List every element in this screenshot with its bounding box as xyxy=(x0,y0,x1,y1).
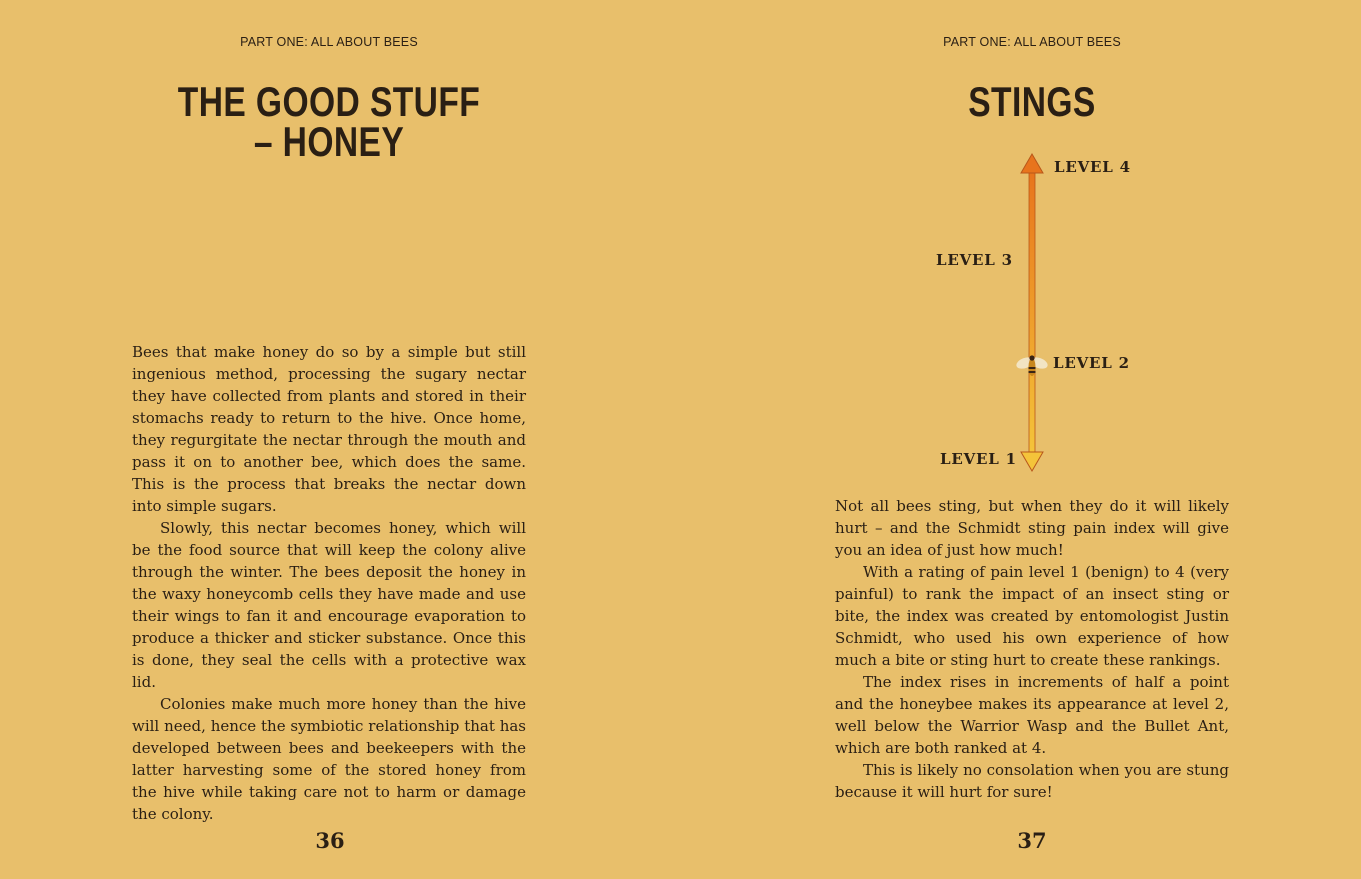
left-page xyxy=(0,0,680,879)
title-line-1: THE GOOD STUFF xyxy=(177,78,481,125)
paragraph: Slowly, this nectar becomes honey, which will be the food source that will keep the colony alive through the winter. The bees deposit the honey in the waxy honeycomb cells they have made and use their wings to fan it and encourage evaporation to produce a thicker and sticker substance. Once this is done, they seal the cells with a protective wax lid. xyxy=(132,519,526,691)
scale-shaft xyxy=(1029,170,1035,454)
title-line-2: – HONEY xyxy=(253,118,405,165)
paragraph: Bees that make honey do so by a simple but still ingenious method, processing the sugary nectar they have collected from plants and stored in their stomachs ready to return to the hive. Once home, they regurgitate the nectar through the mouth and pass it on to another bee, which does the same. This is the process that breaks the nectar down into simple sugars. xyxy=(132,343,526,515)
arrow-down-icon xyxy=(1021,452,1043,471)
paragraph: The index rises in increments of half a point and the honeybee makes its appearance at level 2, well below the Warrior Wasp and the Bullet Ant, which are both ranked at 4. xyxy=(835,673,1229,757)
paragraph: Colonies make much more honey than the hive will need, hence the symbiotic relationship that has developed between bees and beekeepers with the latter harvesting some of the stored honey from the hive while taking care not to harm or damage the colony. xyxy=(132,695,526,823)
page-number: 36 xyxy=(315,828,345,853)
body-text xyxy=(835,495,1229,803)
scale-label-level-1: LEVEL 1 xyxy=(940,450,1017,468)
right-page xyxy=(680,0,1361,879)
body-text xyxy=(132,341,526,825)
paragraph: This is likely no consolation when you are stung because it will hurt for sure! xyxy=(835,761,1229,801)
page-title: STINGS xyxy=(968,78,1096,125)
scale-label-level-4: LEVEL 4 xyxy=(1054,158,1131,176)
running-head: PART ONE: ALL ABOUT BEES xyxy=(943,35,1121,49)
arrow-up-icon xyxy=(1021,154,1043,173)
scale-label-level-3: LEVEL 3 xyxy=(936,251,1013,269)
paragraph: With a rating of pain level 1 (benign) to 4 (very painful) to rank the impact of an insect sting or bite, the index was created by entomologist Justin Schmidt, who used his own experience of how much a bite or sting hurt to create these rankings. xyxy=(835,563,1229,669)
page-title xyxy=(122,78,536,165)
pain-scale-diagram xyxy=(680,0,1361,490)
running-head: PART ONE: ALL ABOUT BEES xyxy=(240,35,418,49)
page-number: 37 xyxy=(1017,828,1047,853)
scale-label-level-2: LEVEL 2 xyxy=(1053,354,1130,372)
paragraph: Not all bees sting, but when they do it will likely hurt – and the Schmidt sting pain index will give you an idea of just how much! xyxy=(835,497,1229,559)
honeybee-icon xyxy=(1015,355,1049,376)
